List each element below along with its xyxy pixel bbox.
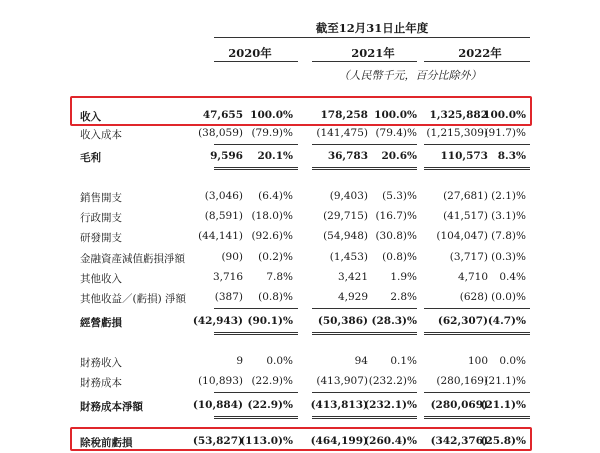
double-rule-after-operating-loss xyxy=(424,332,530,335)
cell-2022-percent: 100.0% xyxy=(483,109,526,121)
cell-2020-percent: 7.8% xyxy=(266,271,293,283)
cell-2020-amount: (90) xyxy=(221,251,243,263)
cell-2020-percent: (22.9)% xyxy=(247,399,293,411)
table-row-admin-expenses xyxy=(0,210,600,226)
cell-2021-percent: 1.9% xyxy=(390,271,417,283)
year-2021-header: 2021年 xyxy=(351,46,395,60)
row-label: 收入成本 xyxy=(80,129,122,141)
double-rule-after-gross-profit xyxy=(424,167,530,170)
cell-2020-percent: 0.0% xyxy=(266,355,293,367)
row-label: 銷售開支 xyxy=(80,192,122,204)
cell-2020-amount: (38,059) xyxy=(198,127,243,139)
cell-2021-percent: (232.1)% xyxy=(364,399,417,411)
row-label: 行政開支 xyxy=(80,212,122,224)
row-label: 毛利 xyxy=(80,152,101,164)
rule-after-cost-of-revenue xyxy=(214,144,298,145)
row-label: 其他收入 xyxy=(80,273,122,285)
table-row-revenue xyxy=(0,109,600,125)
double-rule-after-operating-loss xyxy=(312,332,417,335)
row-label: 經營虧損 xyxy=(80,317,122,329)
cell-2021-amount: 178,258 xyxy=(320,109,368,121)
cell-2020-amount: (10,893) xyxy=(198,375,243,387)
row-label: 財務成本淨額 xyxy=(80,401,143,413)
cell-2022-amount: (280,169) xyxy=(436,375,488,387)
cell-2021-amount: (54,948) xyxy=(323,230,368,242)
cell-2020-amount: (42,943) xyxy=(192,315,243,327)
cell-2022-percent: 0.0% xyxy=(499,355,526,367)
rule-after-other-gains xyxy=(424,308,530,309)
year-2020-rule xyxy=(214,61,298,62)
cell-2022-percent: (2.1)% xyxy=(491,190,526,202)
cell-2020-percent: (0.8)% xyxy=(258,291,293,303)
cell-2021-percent: (30.8)% xyxy=(375,230,417,242)
cell-2022-amount: 1,325,882 xyxy=(429,109,488,121)
year-2022-header: 2022年 xyxy=(458,46,502,60)
table-row-other-income xyxy=(0,271,600,287)
cell-2020-amount: (10,884) xyxy=(192,399,243,411)
cell-2022-amount: (628) xyxy=(459,291,488,303)
cell-2020-amount: (44,141) xyxy=(198,230,243,242)
cell-2020-amount: 47,655 xyxy=(202,109,243,121)
cell-2021-amount: 94 xyxy=(354,355,368,367)
rule-after-cost-of-revenue xyxy=(312,144,417,145)
table-row-other-gains-losses xyxy=(0,291,600,307)
table-row-net-finance-costs xyxy=(0,399,600,415)
cell-2022-percent: (25.8)% xyxy=(480,435,526,447)
table-row-operating-loss xyxy=(0,315,600,331)
double-rule-after-gross-profit xyxy=(312,167,417,170)
double-rule-after-net-finance-costs xyxy=(312,416,417,419)
cell-2020-percent: (6.4)% xyxy=(258,190,293,202)
cell-2020-amount: (53,827) xyxy=(192,435,243,447)
cell-2021-percent: (16.7)% xyxy=(375,210,417,222)
cell-2022-percent: (3.1)% xyxy=(491,210,526,222)
cell-2021-amount: 36,783 xyxy=(327,150,368,162)
double-rule-after-operating-loss xyxy=(214,332,298,335)
table-row-impairment-losses xyxy=(0,251,600,267)
table-row-rd-expenses xyxy=(0,230,600,246)
table-row-loss-before-tax xyxy=(0,435,600,451)
unit-note: （人民幣千元，百分比除外） xyxy=(338,69,482,82)
cell-2022-percent: (7.8)% xyxy=(491,230,526,242)
table-row-gross-profit xyxy=(0,150,600,166)
cell-2022-amount: (1,215,309) xyxy=(426,127,488,139)
rule-after-cost-of-revenue xyxy=(424,144,530,145)
cell-2022-amount: 100 xyxy=(467,355,488,367)
cell-2021-percent: 2.8% xyxy=(390,291,417,303)
rule-after-other-gains xyxy=(214,308,298,309)
cell-2022-amount: (3,717) xyxy=(449,251,488,263)
row-label: 財務成本 xyxy=(80,377,122,389)
cell-2020-percent: 20.1% xyxy=(257,150,293,162)
cell-2021-percent: (0.8)% xyxy=(382,251,417,263)
cell-2022-amount: 110,573 xyxy=(440,150,488,162)
cell-2020-percent: 100.0% xyxy=(250,109,293,121)
cell-2022-percent: (0.0)% xyxy=(491,291,526,303)
cell-2021-percent: (5.3)% xyxy=(382,190,417,202)
cell-2020-percent: (22.9)% xyxy=(251,375,293,387)
cell-2022-amount: (280,069) xyxy=(430,399,488,411)
cell-2020-amount: 9 xyxy=(236,355,243,367)
cell-2020-percent: (90.1)% xyxy=(247,315,293,327)
cell-2021-amount: 4,929 xyxy=(337,291,368,303)
cell-2022-percent: 0.4% xyxy=(499,271,526,283)
cell-2022-percent: (21.1)% xyxy=(484,375,526,387)
cell-2020-percent: (92.6)% xyxy=(251,230,293,242)
cell-2021-amount: (413,907) xyxy=(316,375,368,387)
rule-after-finance-costs xyxy=(312,392,417,393)
cell-2020-percent: (0.2)% xyxy=(258,251,293,263)
cell-2021-amount: (413,813) xyxy=(310,399,368,411)
cell-2021-amount: (29,715) xyxy=(323,210,368,222)
cell-2020-amount: 3,716 xyxy=(212,271,243,283)
table-row-selling-expenses xyxy=(0,190,600,206)
cell-2020-percent: (113.0)% xyxy=(240,435,293,447)
cell-2021-percent: 20.6% xyxy=(381,150,417,162)
cell-2021-amount: (9,403) xyxy=(329,190,368,202)
cell-2020-amount: (3,046) xyxy=(204,190,243,202)
year-2020-header: 2020年 xyxy=(228,46,272,60)
cell-2020-amount: (387) xyxy=(214,291,243,303)
cell-2021-amount: (141,475) xyxy=(316,127,368,139)
cell-2021-amount: (50,386) xyxy=(317,315,368,327)
cell-2022-percent: 8.3% xyxy=(497,150,526,162)
row-label: 研發開支 xyxy=(80,232,122,244)
cell-2021-amount: 3,421 xyxy=(337,271,368,283)
table-row-finance-costs xyxy=(0,375,600,391)
cell-2021-amount: (1,453) xyxy=(329,251,368,263)
cell-2020-percent: (18.0)% xyxy=(251,210,293,222)
row-label: 收入 xyxy=(80,111,101,123)
cell-2022-amount: (342,376) xyxy=(430,435,488,447)
cell-2021-percent: (232.2)% xyxy=(368,375,417,387)
cell-2022-amount: (104,047) xyxy=(436,230,488,242)
cell-2022-amount: 4,710 xyxy=(457,271,488,283)
row-label: 金融資產減值虧損淨額 xyxy=(80,253,185,265)
cell-2022-percent: (0.3)% xyxy=(491,251,526,263)
double-rule-after-gross-profit xyxy=(214,167,298,170)
rule-after-finance-costs xyxy=(424,392,530,393)
cell-2022-amount: (27,681) xyxy=(443,190,488,202)
table-row-cost-of-revenue xyxy=(0,127,600,143)
table-row-finance-income xyxy=(0,355,600,371)
cell-2021-percent: 0.1% xyxy=(390,355,417,367)
period-heading: 截至12月31日止年度 xyxy=(315,21,429,35)
year-2022-rule xyxy=(424,61,530,62)
row-label: 除稅前虧損 xyxy=(80,437,133,449)
period-heading-rule xyxy=(214,37,530,38)
rule-after-finance-costs xyxy=(214,392,298,393)
cell-2021-percent: (79.4)% xyxy=(375,127,417,139)
cell-2022-percent: (21.1)% xyxy=(480,399,526,411)
cell-2021-percent: (260.4)% xyxy=(364,435,417,447)
cell-2022-percent: (4.7)% xyxy=(487,315,526,327)
cell-2022-amount: (62,307) xyxy=(437,315,488,327)
cell-2022-percent: (91.7)% xyxy=(484,127,526,139)
row-label: 財務收入 xyxy=(80,357,122,369)
cell-2020-amount: 9,596 xyxy=(210,150,243,162)
rule-after-other-gains xyxy=(312,308,417,309)
cell-2020-amount: (8,591) xyxy=(204,210,243,222)
double-rule-after-net-finance-costs xyxy=(424,416,530,419)
year-2021-rule xyxy=(312,61,417,62)
cell-2021-percent: (28.3)% xyxy=(371,315,417,327)
cell-2022-amount: (41,517) xyxy=(443,210,488,222)
cell-2020-percent: (79.9)% xyxy=(251,127,293,139)
row-label: 其他收益／(虧損) 淨額 xyxy=(80,293,187,305)
double-rule-after-net-finance-costs xyxy=(214,416,298,419)
cell-2021-percent: 100.0% xyxy=(374,109,417,121)
cell-2021-amount: (464,199) xyxy=(310,435,368,447)
